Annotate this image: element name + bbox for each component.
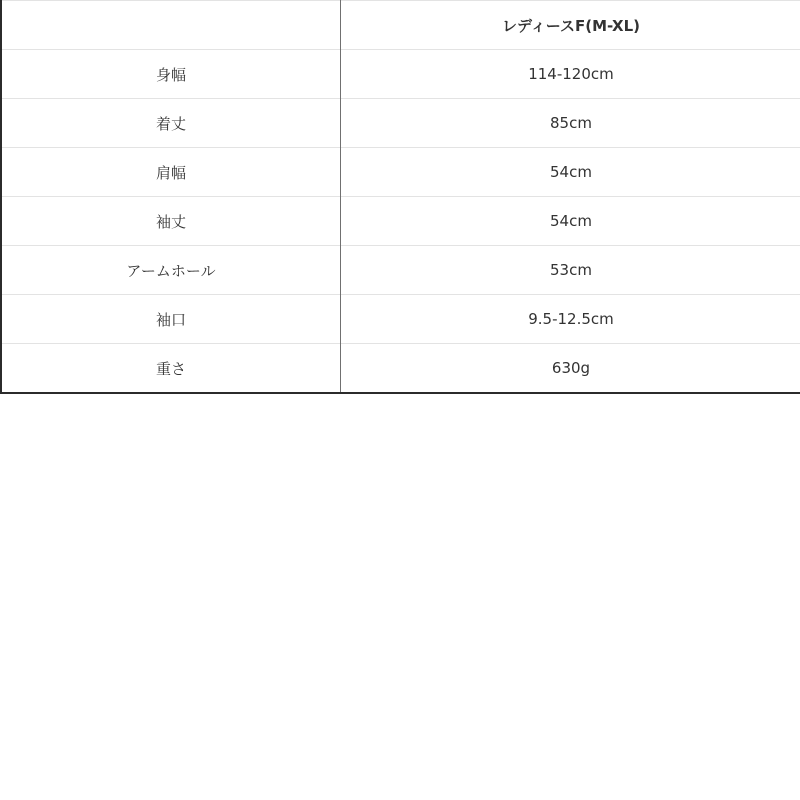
row-value-cell: 53cm (341, 246, 800, 295)
row-value-cell: 54cm (341, 148, 800, 197)
row-value-cell: 85cm (341, 99, 800, 148)
header-size-cell: レディースF(M-XL) (341, 1, 800, 50)
row-label-cell: 着丈 (1, 99, 341, 148)
row-label-cell: 肩幅 (1, 148, 341, 197)
row-value-cell: 114-120cm (341, 50, 800, 99)
table-row (1, 295, 800, 344)
table-header-row (1, 1, 800, 50)
table-row (1, 246, 800, 295)
table-row (1, 197, 800, 246)
row-label-cell: 身幅 (1, 50, 341, 99)
row-value-cell: 54cm (341, 197, 800, 246)
table-row (1, 50, 800, 99)
row-label-cell: 袖口 (1, 295, 341, 344)
row-label-cell: 袖丈 (1, 197, 341, 246)
table-row (1, 99, 800, 148)
table-row (1, 344, 800, 394)
row-value-cell: 630g (341, 344, 800, 394)
row-value-cell: 9.5-12.5cm (341, 295, 800, 344)
row-label-cell: アームホール (1, 246, 341, 295)
size-chart-table (0, 0, 800, 394)
table-row (1, 148, 800, 197)
row-label-cell: 重さ (1, 344, 341, 394)
header-empty-cell (1, 1, 341, 50)
